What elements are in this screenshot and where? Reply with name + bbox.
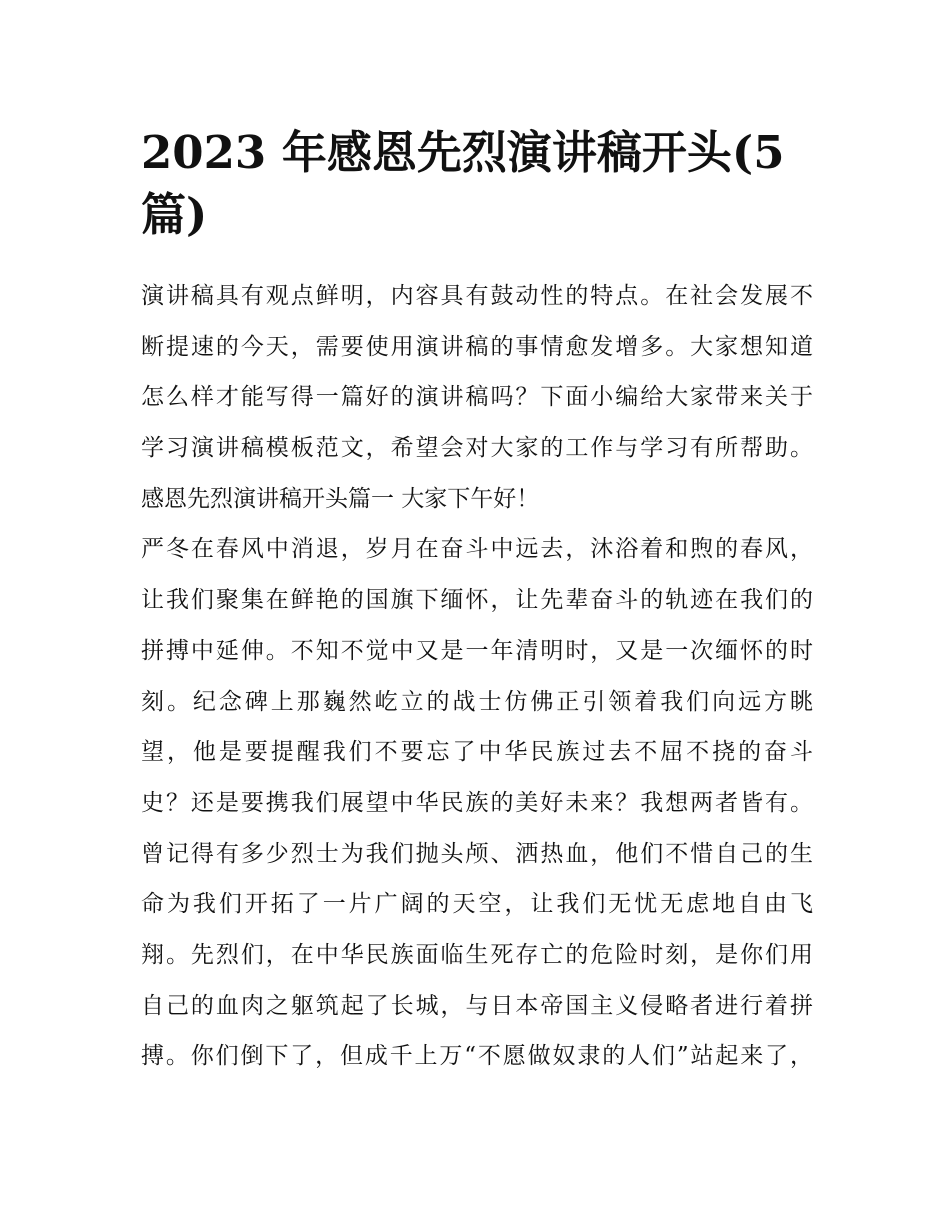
- body-line: 感恩先烈演讲稿开头篇一 大家下午好！: [141, 485, 540, 512]
- body-line: 史？还是要携我们展望中华民族的美好未来？我想两者皆有。: [141, 789, 813, 816]
- body-line: 望，他是要提醒我们不要忘了中华民族过去不屈不挠的奋斗: [141, 739, 813, 766]
- title-line-2: 篇): [141, 188, 208, 241]
- body-line: 演讲稿具有观点鲜明，内容具有鼓动性的特点。在社会发展不: [141, 283, 813, 309]
- title-line-1: 2023 年感恩先烈演讲稿开头(5: [141, 126, 785, 179]
- body-line: 严冬在春风中消退，岁月在奋斗中远去，沐浴着和煦的春风，: [141, 536, 813, 563]
- body-line: 自己的血肉之躯筑起了长城，与日本帝国主义侵略者进行着拼: [141, 992, 813, 1019]
- body-line: 搏。你们倒下了，但成千上万“不愿做奴隶的人们”站起来了，: [141, 1043, 813, 1070]
- body-line: 怎么样才能写得一篇好的演讲稿吗？下面小编给大家带来关于: [141, 384, 813, 411]
- document-content: [141, 122, 813, 1082]
- body-line: 刻。纪念碑上那巍然屹立的战士仿佛正引领着我们向远方眺: [141, 688, 813, 715]
- body-line: 拼搏中延伸。不知不觉中又是一年清明时，又是一次缅怀的时: [141, 637, 813, 664]
- body-line: 让我们聚集在鲜艳的国旗下缅怀，让先辈奋斗的轨迹在我们的: [141, 587, 813, 614]
- body-line: 命为我们开拓了一片广阔的天空，让我们无忧无虑地自由飞: [141, 891, 813, 918]
- body-line: 断提速的今天，需要使用演讲稿的事情愈发增多。大家想知道: [141, 333, 813, 360]
- body-line: 翔。先烈们，在中华民族面临生死存亡的危险时刻，是你们用: [141, 941, 813, 968]
- body-line: 曾记得有多少烈士为我们抛头颅、洒热血，他们不惜自己的生: [141, 840, 813, 867]
- document-body: [141, 271, 813, 1082]
- body-line: 学习演讲稿模板范文，希望会对大家的工作与学习有所帮助。: [141, 435, 813, 462]
- document-title: [141, 122, 813, 246]
